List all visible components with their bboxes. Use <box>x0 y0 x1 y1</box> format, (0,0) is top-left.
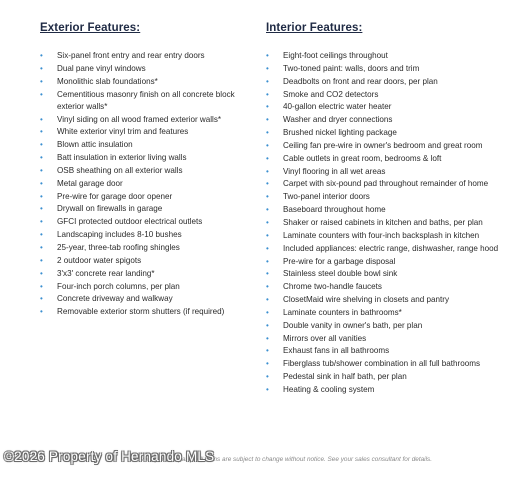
bullet-icon: • <box>40 76 43 86</box>
bullet-icon: • <box>266 63 269 73</box>
bullet-icon: • <box>266 89 269 99</box>
bullet-icon: • <box>40 89 43 99</box>
bullet-icon: • <box>266 115 269 125</box>
bullet-icon: • <box>40 114 43 124</box>
bullet-icon: • <box>266 166 269 176</box>
bullet-icon: • <box>40 153 43 163</box>
feature-text: White exterior vinyl trim and features <box>57 127 189 137</box>
feature-text: GFCI protected outdoor electrical outlets <box>57 217 203 227</box>
interior-feature-item <box>266 50 502 62</box>
bullet-icon: • <box>40 191 43 201</box>
bullet-icon: • <box>40 217 43 227</box>
feature-text: Vinyl siding on all wood framed exterior walls* <box>57 114 222 124</box>
exterior-feature-item <box>40 139 255 151</box>
interior-feature-item <box>266 204 502 216</box>
bullet-icon: • <box>266 359 269 369</box>
interior-feature-item <box>266 294 502 306</box>
feature-text: Pre-wire for garage door opener <box>57 191 173 201</box>
feature-text: Carpet with six-pound pad throughout remainder of home <box>283 179 489 189</box>
feature-text: 40-gallon electric water heater <box>283 102 392 112</box>
feature-text: Brushed nickel lighting package <box>283 128 397 138</box>
exterior-feature-item <box>40 114 255 126</box>
bullet-icon: • <box>40 204 43 214</box>
bullet-icon: • <box>40 255 43 265</box>
feature-text: Smoke and CO2 detectors <box>283 89 379 99</box>
bullet-icon: • <box>266 333 269 343</box>
bullet-icon: • <box>40 178 43 188</box>
interior-feature-item <box>266 76 502 88</box>
interior-feature-item <box>266 153 502 165</box>
feature-text: Removable exterior storm shutters (if required) <box>57 307 225 317</box>
bullet-icon: • <box>40 140 43 150</box>
interior-feature-item <box>266 320 502 332</box>
feature-text: Laminate counters in bathrooms* <box>283 307 402 317</box>
bullet-icon: • <box>266 384 269 394</box>
interior-features-heading: Interior Features: <box>266 22 363 34</box>
bullet-icon: • <box>266 320 269 330</box>
feature-text: 25-year, three-tab roofing shingles <box>57 243 180 253</box>
exterior-feature-item <box>40 165 255 177</box>
bullet-icon: • <box>266 295 269 305</box>
bullet-icon: • <box>40 281 43 291</box>
feature-text: Stainless steel double bowl sink <box>283 269 398 279</box>
mls-watermark: ©2026 Property of Hernando MLS <box>4 449 215 464</box>
feature-text: 2 outdoor water spigots <box>57 255 142 265</box>
exterior-feature-item <box>40 242 255 254</box>
bullet-icon: • <box>266 256 269 266</box>
feature-text: Landscaping includes 8-10 bushes <box>57 230 182 240</box>
bullet-icon: • <box>40 230 43 240</box>
interior-feature-item <box>266 140 502 152</box>
bullet-icon: • <box>40 307 43 317</box>
feature-text: Shaker or raised cabinets in kitchen and baths, per plan <box>283 217 483 227</box>
feature-text: Cementitious masonry finish on all concrete block exterior walls* <box>57 89 235 111</box>
feature-text: Baseboard throughout home <box>283 205 386 215</box>
interior-feature-item <box>266 268 502 280</box>
exterior-features-list <box>40 50 255 318</box>
interior-feature-item <box>266 371 502 383</box>
interior-feature-item <box>266 384 502 396</box>
exterior-feature-item <box>40 76 255 88</box>
exterior-feature-item <box>40 63 255 75</box>
bullet-icon: • <box>266 102 269 112</box>
feature-text: Included appliances: electric range, dishwasher, range hood <box>283 243 499 253</box>
exterior-features-heading: Exterior Features: <box>40 22 141 34</box>
bullet-icon: • <box>266 230 269 240</box>
exterior-feature-item <box>40 89 255 113</box>
exterior-feature-item <box>40 152 255 164</box>
interior-feature-item <box>266 256 502 268</box>
feature-text: Chrome two-handle faucets <box>283 282 382 292</box>
bullet-icon: • <box>266 192 269 202</box>
bullet-icon: • <box>266 269 269 279</box>
exterior-feature-item <box>40 229 255 241</box>
feature-text: Four-inch porch columns, per plan <box>57 281 180 291</box>
exterior-feature-item <box>40 203 255 215</box>
feature-text: Two-toned paint: walls, doors and trim <box>283 63 420 73</box>
bullet-icon: • <box>40 51 43 60</box>
feature-text: Double vanity in owner's bath, per plan <box>283 320 423 330</box>
bullet-icon: • <box>40 63 43 73</box>
exterior-feature-item <box>40 216 255 228</box>
feature-text: Fiberglass tub/shower combination in all full bathrooms <box>283 359 481 369</box>
bullet-icon: • <box>266 76 269 86</box>
interior-feature-item <box>266 217 502 229</box>
exterior-feature-item <box>40 255 255 267</box>
bullet-icon: • <box>266 372 269 382</box>
bullet-icon: • <box>266 346 269 356</box>
feature-text: Metal garage door <box>57 178 123 188</box>
exterior-feature-item <box>40 268 255 280</box>
feature-text: 3'x3' concrete rear landing* <box>57 268 155 278</box>
exterior-feature-item <box>40 191 255 203</box>
exterior-feature-item <box>40 178 255 190</box>
feature-text: Blown attic insulation <box>57 140 133 150</box>
feature-text: Concrete driveway and walkway <box>57 294 173 304</box>
feature-text: Deadbolts on front and rear doors, per plan <box>283 76 438 86</box>
interior-feature-item <box>266 127 502 139</box>
interior-feature-item <box>266 345 502 357</box>
bullet-icon: • <box>266 51 269 60</box>
disclaimer-note: r/or by municipality. All items are subject to change without notice. See your sales consultant for details. <box>140 456 432 463</box>
interior-feature-item <box>266 114 502 126</box>
feature-text: Washer and dryer connections <box>283 115 393 125</box>
bullet-icon: • <box>266 205 269 215</box>
feature-text: Laminate counters with four-inch backsplash in kitchen <box>283 230 480 240</box>
feature-text: Six-panel front entry and rear entry doors <box>57 51 205 60</box>
bullet-icon: • <box>40 243 43 253</box>
feature-text: OSB sheathing on all exterior walls <box>57 165 183 175</box>
feature-text: Eight-foot ceilings throughout <box>283 51 388 60</box>
feature-text: Pedestal sink in half bath, per plan <box>283 372 407 382</box>
feature-text: Mirrors over all vanities <box>283 333 367 343</box>
interior-feature-item <box>266 101 502 113</box>
interior-feature-item <box>266 358 502 370</box>
feature-text: Vinyl flooring in all wet areas <box>283 166 386 176</box>
bullet-icon: • <box>266 282 269 292</box>
bullet-icon: • <box>40 165 43 175</box>
feature-text: Pre-wire for a garbage disposal <box>283 256 396 266</box>
bullet-icon: • <box>40 294 43 304</box>
bullet-icon: • <box>40 268 43 278</box>
bullet-icon: • <box>266 140 269 150</box>
interior-features-list <box>266 50 502 396</box>
bullet-icon: • <box>266 243 269 253</box>
feature-text: Drywall on firewalls in garage <box>57 204 163 214</box>
feature-text: Exhaust fans in all bathrooms <box>283 346 390 356</box>
feature-text: Heating & cooling system <box>283 384 375 394</box>
bullet-icon: • <box>266 307 269 317</box>
interior-feature-item <box>266 243 502 255</box>
interior-feature-item <box>266 178 502 190</box>
feature-text: ClosetMaid wire shelving in closets and pantry <box>283 295 450 305</box>
interior-feature-item <box>266 230 502 242</box>
interior-feature-item <box>266 307 502 319</box>
bullet-icon: • <box>266 153 269 163</box>
feature-text: Cable outlets in great room, bedrooms & loft <box>283 153 442 163</box>
bullet-icon: • <box>40 127 43 137</box>
feature-text: Two-panel interior doors <box>283 192 370 202</box>
exterior-features-column <box>40 22 255 319</box>
feature-text: Ceiling fan pre-wire in owner's bedroom and great room <box>283 140 483 150</box>
interior-feature-item <box>266 191 502 203</box>
exterior-feature-item <box>40 281 255 293</box>
exterior-feature-item <box>40 306 255 318</box>
exterior-feature-item <box>40 126 255 138</box>
feature-text: Batt insulation in exterior living walls <box>57 153 187 163</box>
exterior-feature-item <box>40 293 255 305</box>
exterior-feature-item <box>40 50 255 62</box>
feature-text: Dual pane vinyl windows <box>57 63 146 73</box>
interior-feature-item <box>266 333 502 345</box>
bullet-icon: • <box>266 217 269 227</box>
feature-text: Monolithic slab foundations* <box>57 76 158 86</box>
interior-feature-item <box>266 89 502 101</box>
interior-feature-item <box>266 281 502 293</box>
bullet-icon: • <box>266 179 269 189</box>
interior-feature-item <box>266 166 502 178</box>
bullet-icon: • <box>266 128 269 138</box>
interior-features-column <box>266 22 502 397</box>
interior-feature-item <box>266 63 502 75</box>
